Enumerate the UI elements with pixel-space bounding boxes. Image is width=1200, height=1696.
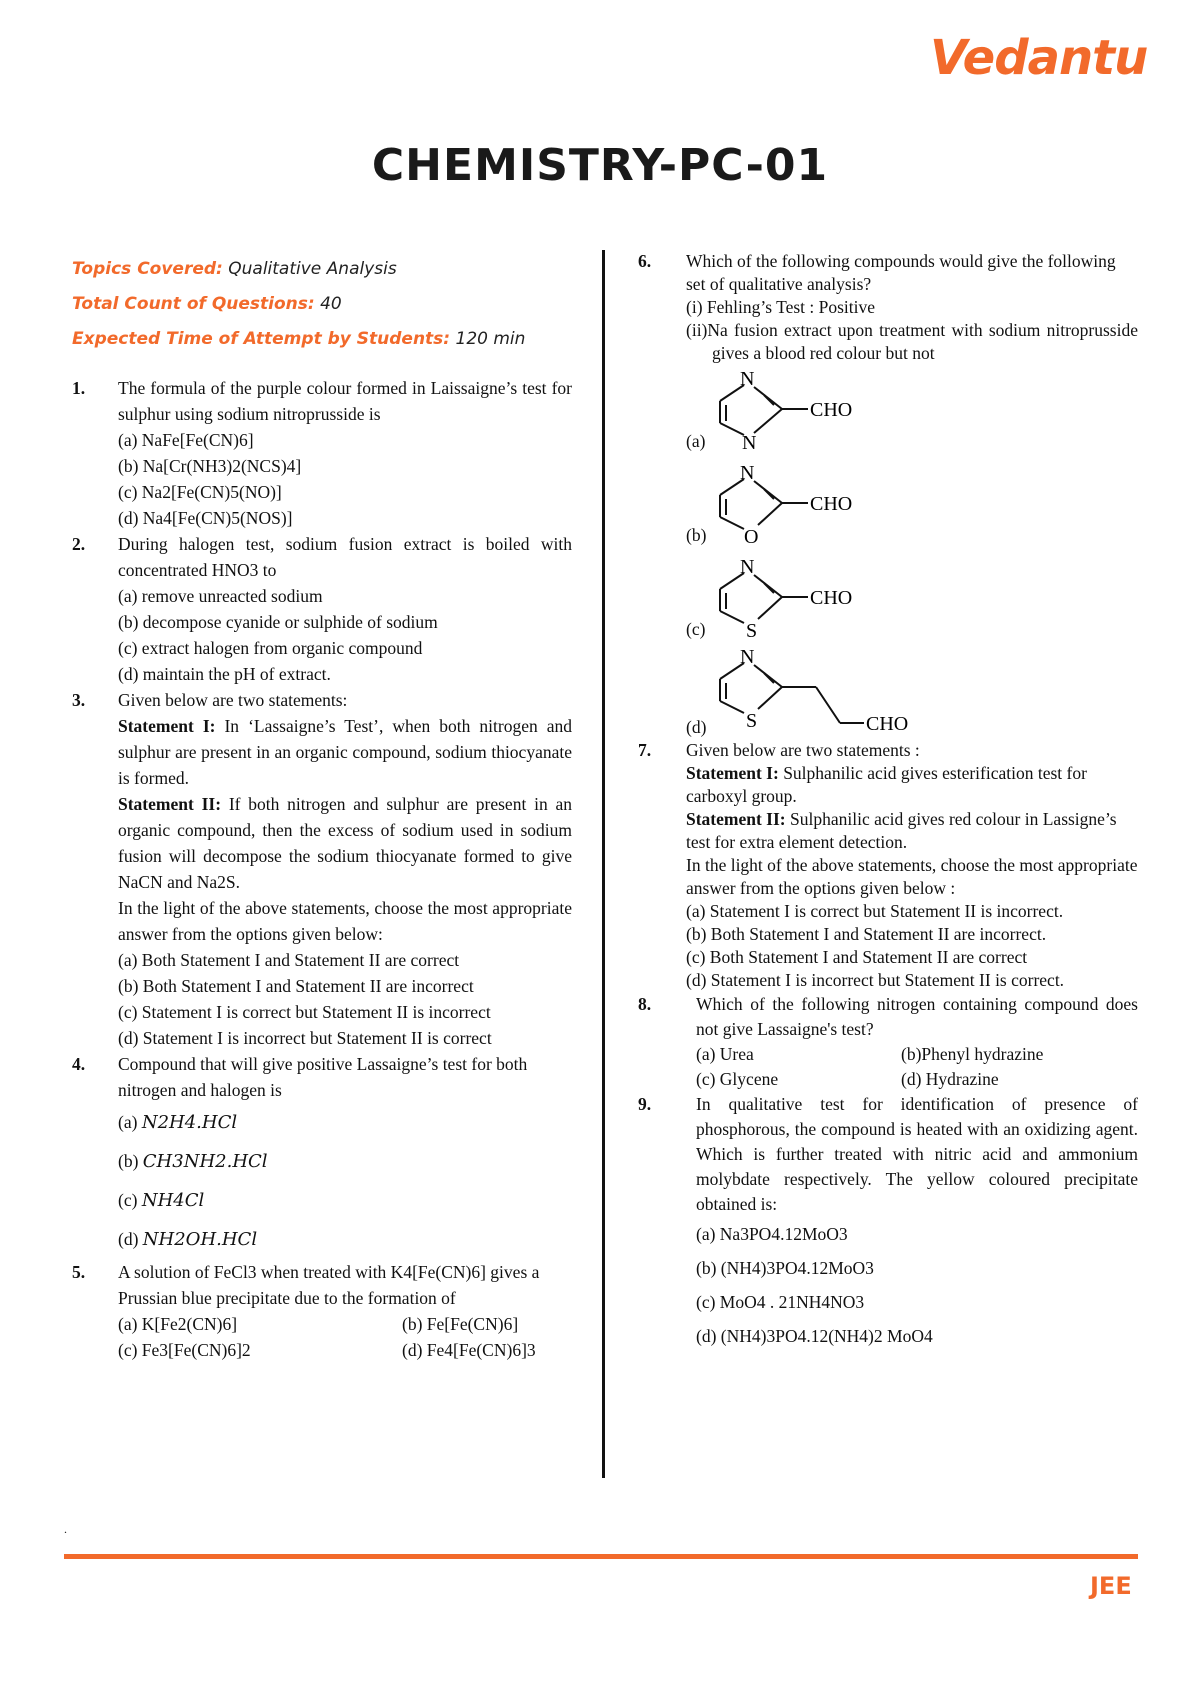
structure-d [686, 647, 1138, 739]
question-text: A solution of FeCl3 when treated with K4[Fe(CN)6] gives a Prussian blue precipitate due to the formation of [118, 1262, 540, 1308]
option-b [118, 1142, 572, 1181]
option-b: (b) Na[Cr(NH3)2(NCS)4] [118, 456, 302, 476]
statement-1 [686, 762, 1138, 808]
option-label: (b) [686, 525, 707, 545]
question-5 [72, 1259, 572, 1363]
option-row [696, 1042, 1138, 1067]
question-4 [72, 1051, 572, 1259]
statement-1-text: In ‘Lassaigne’s Test’, when both nitrogen and sulphur are present in an organic compound, sodium thiocyanate is formed. [118, 716, 573, 788]
option-b: (b) Both Statement I and Statement II are incorrect [118, 976, 474, 996]
option-b: (b) Both Statement I and Statement II are incorrect. [686, 924, 1047, 944]
question-prompt: In the light of the above statements, choose the most appropriate answer from the options given below: [118, 898, 572, 944]
question-text: Given below are two statements : [686, 740, 920, 760]
option-b: (b) decompose cyanide or sulphide of sodium [118, 612, 438, 632]
option-label: (d) [118, 1229, 139, 1249]
question-2 [72, 531, 572, 687]
atom-label: N [740, 647, 755, 668]
option-d: (d) (NH4)3PO4.12(NH4)2 MoO4 [696, 1326, 933, 1346]
question-prompt: In the light of the above statements, choose the most appropriate answer from the options given below : [686, 855, 1138, 898]
meta-time-label: Expected Time of Attempt by Students: [72, 329, 451, 349]
question-7 [638, 739, 1138, 992]
option-label: (c) [118, 1190, 138, 1210]
meta-count [72, 287, 572, 322]
option-a [118, 1103, 572, 1142]
question-number: 7. [638, 740, 652, 760]
question-text: Compound that will give positive Lassaigne’s test for both nitrogen and halogen is [118, 1054, 528, 1100]
meta-time-value: 120 min [455, 329, 526, 349]
atom-label: O [744, 526, 759, 548]
question-number: 3. [72, 690, 86, 710]
option-row [118, 1337, 572, 1363]
imidazole-carbaldehyde-structure [706, 365, 906, 459]
question-1 [72, 375, 572, 531]
atom-label: N [740, 556, 755, 578]
meta-count-label: Total Count of Questions: [72, 294, 315, 314]
statement-1-label: Statement I: [118, 716, 216, 736]
structure-b [686, 459, 1138, 553]
option-label: (c) [686, 619, 706, 639]
meta-time [72, 322, 572, 357]
statement-2-text: If both nitrogen and sulphur are present in an organic compound, then the excess of sodium used in sodium fusion will decompose the sodium thiocyanate formed to give NaCN and Na2S. [118, 794, 572, 892]
option-a: (a) K[Fe2(CN)6] [118, 1314, 238, 1334]
footer-dot: . [64, 1522, 67, 1536]
option-formula: N2H4.HCl [141, 1112, 238, 1133]
statement-1-text: Sulphanilic acid gives esterification test for carboxyl group. [686, 763, 1087, 806]
group-label: CHO [810, 399, 853, 421]
option-row [118, 1311, 572, 1337]
atom-label: S [746, 620, 758, 642]
option-d: (d) Statement I is incorrect but Statement II is correct. [686, 970, 1065, 990]
statement-1 [118, 713, 572, 791]
question-text: Given below are two statements: [118, 690, 348, 710]
question-text: In qualitative test for identification of presence of phosphorous, the compound is heated with an oxidizing agent. Which is further treated with nitric acid and ammonium molybdate respectively. The yellow coloured precipitate obtained is: [696, 1094, 1138, 1214]
statement-1-label: Statement I: [686, 763, 779, 783]
atom-label: N [740, 462, 755, 484]
question-number: 1. [72, 378, 86, 398]
question-text: During halogen test, sodium fusion extract is boiled with concentrated HNO3 to [118, 534, 572, 580]
question-text: Which of the following nitrogen containing compound does not give Lassaigne's test? [696, 994, 1138, 1039]
option-label: (a) [686, 431, 706, 451]
option-c: (c) extract halogen from organic compound [118, 638, 423, 658]
condition-i: (i) Fehling’s Test : Positive [686, 297, 876, 317]
option-c: (c) Fe3[Fe(CN)6]2 [118, 1340, 251, 1360]
option-c: (c) Glycene [696, 1069, 779, 1089]
option-a: (a) Na3PO4.12MoO3 [696, 1224, 848, 1244]
question-9 [638, 1092, 1138, 1353]
option-b: (b) Fe[Fe(CN)6] [402, 1314, 519, 1334]
question-number: 4. [72, 1054, 86, 1074]
option-c: (c) Statement I is correct but Statement II is incorrect [118, 1002, 491, 1022]
meta-topics-value: Qualitative Analysis [228, 259, 397, 279]
group-label: CHO [866, 713, 909, 735]
option-formula: CH3NH2.HCl [142, 1151, 268, 1172]
question-number: 2. [72, 534, 86, 554]
option-d: (d) Hydrazine [901, 1069, 999, 1089]
question-8 [638, 992, 1138, 1092]
option-d: (d) Na4[Fe(CN)5(NOS)] [118, 508, 293, 528]
question-number: 8. [638, 994, 652, 1014]
statement-2 [686, 808, 1138, 854]
option-d: (d) maintain the pH of extract. [118, 664, 331, 684]
statement-2-label: Statement II: [118, 794, 222, 814]
option-d [118, 1220, 572, 1259]
statement-2-label: Statement II: [686, 809, 786, 829]
option-c: (c) Both Statement I and Statement II are correct [686, 947, 1028, 967]
option-label: (d) [686, 717, 707, 737]
option-b: (b) (NH4)3PO4.12MoO3 [696, 1258, 874, 1278]
option-row [696, 1067, 1138, 1092]
atom-label: N [742, 432, 757, 454]
option-formula: NH2OH.HCl [142, 1229, 258, 1250]
question-text: The formula of the purple colour formed in Laissaigne’s test for sulphur using sodium nitroprusside is [118, 378, 572, 424]
option-d: (d) Statement I is incorrect but Statement II is correct [118, 1028, 492, 1048]
atom-label: S [746, 710, 758, 732]
option-c: (c) MoO4 . 21NH4NO3 [696, 1292, 865, 1312]
oxazole-carbaldehyde-structure [706, 459, 906, 553]
atom-label: N [740, 368, 755, 390]
option-a: (a) NaFe[Fe(CN)6] [118, 430, 254, 450]
group-label: CHO [810, 587, 853, 609]
option-label: (a) [118, 1112, 138, 1132]
structure-a [686, 365, 1138, 459]
question-3 [72, 687, 572, 1051]
option-d: (d) Fe4[Fe(CN)6]3 [402, 1340, 536, 1360]
condition-ii: (ii)Na fusion extract upon treatment with sodium nitroprusside gives a blood red colour but not [686, 320, 1138, 363]
option-a: (a) Both Statement I and Statement II are correct [118, 950, 460, 970]
structure-c [686, 553, 1138, 647]
option-b: (b)Phenyl hydrazine [901, 1044, 1044, 1064]
column-divider [602, 250, 605, 1478]
option-a: (a) remove unreacted sodium [118, 586, 323, 606]
right-column [638, 250, 1138, 1353]
option-a: (a) Statement I is correct but Statement II is incorrect. [686, 901, 1064, 921]
option-formula: NH4Cl [141, 1190, 205, 1211]
thiazole-propanal-structure [706, 647, 946, 739]
question-number: 5. [72, 1262, 86, 1282]
footer-rule [64, 1554, 1138, 1559]
group-label: CHO [810, 493, 853, 515]
page-title: CHEMISTRY-PC-01 [371, 140, 829, 191]
statement-2-text: Sulphanilic acid gives red colour in Lassigne’s test for extra element detection. [686, 809, 1117, 852]
meta-topics [72, 252, 572, 287]
thiazole-carbaldehyde-structure [706, 553, 906, 647]
vedantu-logo: Vedantu [930, 30, 1148, 86]
statement-2 [118, 791, 572, 895]
option-label: (b) [118, 1151, 139, 1171]
exam-label: JEE [1090, 1572, 1132, 1600]
question-6 [638, 250, 1138, 739]
meta-topics-label: Topics Covered: [72, 259, 223, 279]
left-column [72, 252, 572, 1363]
question-number: 9. [638, 1094, 652, 1114]
option-c [118, 1181, 572, 1220]
meta-count-value: 40 [320, 294, 342, 314]
option-c: (c) Na2[Fe(CN)5(NO)] [118, 482, 282, 502]
option-a: (a) Urea [696, 1044, 754, 1064]
question-number: 6. [638, 251, 652, 271]
question-text: Which of the following compounds would give the following set of qualitative analysis? [686, 251, 1116, 294]
meta-block [72, 252, 572, 357]
